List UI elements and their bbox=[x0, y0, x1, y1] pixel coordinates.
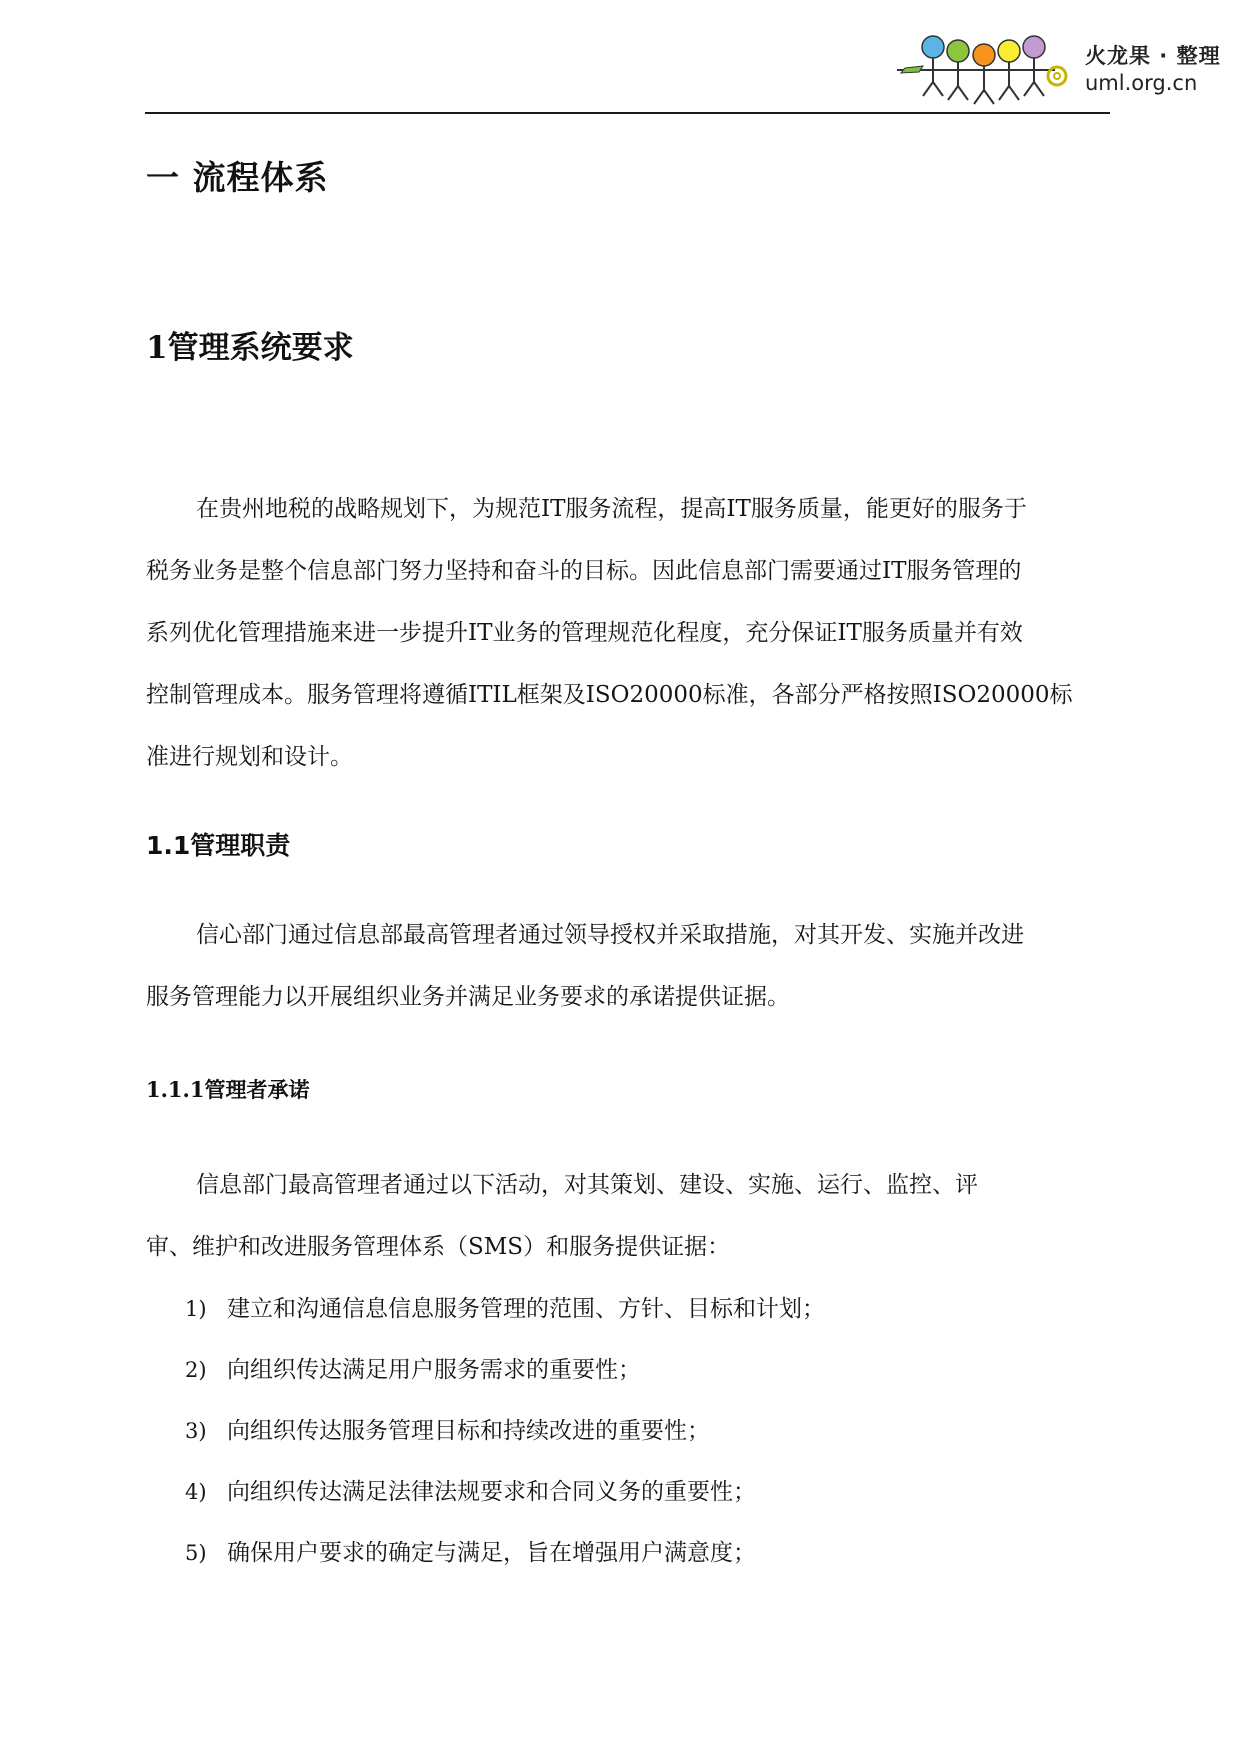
list-text: 确保用户要求的确定与满足，旨在增强用户满意度； bbox=[227, 1540, 756, 1566]
list-item bbox=[185, 1473, 756, 1506]
section-heading: 1管理系统要求 bbox=[146, 330, 354, 366]
paragraph-line: 系列优化管理措施来进一步提升IT业务的管理规范化程度，充分保证IT服务质量并有效 bbox=[146, 620, 1023, 646]
logo-title: 火龙果 · 整理 bbox=[1085, 44, 1221, 68]
logo-url: uml.org.cn bbox=[1085, 71, 1198, 95]
chapter-heading: 一 流程体系 bbox=[146, 158, 329, 197]
paragraph-line: 审、维护和改进服务管理体系（SMS）和服务提供证据： bbox=[146, 1234, 731, 1260]
list-text: 向组织传达满足法律法规要求和合同义务的重要性； bbox=[227, 1479, 756, 1505]
subsubsection-heading: 1.1.1管理者承诺 bbox=[146, 1077, 310, 1102]
list-number: 3) bbox=[185, 1419, 207, 1443]
paragraph-line: 在贵州地税的战略规划下，为规范IT服务流程，提高IT服务质量，能更好的服务于 bbox=[196, 496, 1027, 522]
list-item bbox=[185, 1412, 710, 1445]
subsection-heading: 1.1管理职责 bbox=[146, 831, 291, 860]
list-item bbox=[185, 1290, 825, 1323]
list-number: 2) bbox=[185, 1358, 207, 1382]
list-item bbox=[185, 1351, 641, 1384]
paragraph-line: 控制管理成本。服务管理将遵循ITIL框架及ISO20000标准，各部分严格按照ISO20000标 bbox=[146, 682, 1073, 708]
list-text: 向组织传达服务管理目标和持续改进的重要性； bbox=[227, 1418, 710, 1444]
paragraph-line: 信心部门通过信息部最高管理者通过领导授权并采取措施，对其开发、实施并改进 bbox=[196, 922, 1024, 948]
list-text: 建立和沟通信息信息服务管理的范围、方针、目标和计划； bbox=[227, 1296, 825, 1322]
logo-figures-icon bbox=[895, 30, 1075, 110]
paragraph-line: 税务业务是整个信息部门努力坚持和奋斗的目标。因此信息部门需要通过IT服务管理的 bbox=[146, 558, 1022, 584]
list-number: 5) bbox=[185, 1541, 207, 1565]
paragraph-line: 信息部门最高管理者通过以下活动，对其策划、建设、实施、运行、监控、评 bbox=[196, 1172, 978, 1198]
paragraph-line: 服务管理能力以开展组织业务并满足业务要求的承诺提供证据。 bbox=[146, 984, 790, 1010]
list-text: 向组织传达满足用户服务需求的重要性； bbox=[227, 1357, 641, 1383]
paragraph-line: 准进行规划和设计。 bbox=[146, 744, 353, 770]
header-logo bbox=[895, 30, 1225, 110]
list-number: 4) bbox=[185, 1480, 207, 1504]
list-number: 1) bbox=[185, 1297, 207, 1321]
header-divider bbox=[145, 112, 1110, 114]
list-item bbox=[185, 1534, 756, 1567]
